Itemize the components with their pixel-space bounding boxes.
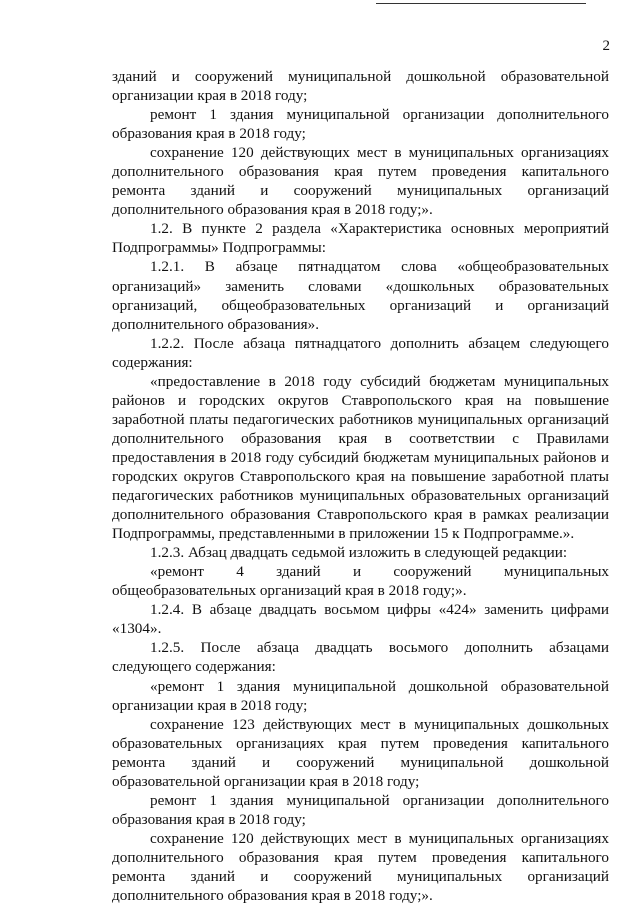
page-number: 2 xyxy=(602,38,610,54)
paragraph: 1.2. В пункте 2 раздела «Характеристика основных мероприятий Подпрограммы» Подпрограммы: xyxy=(112,220,609,257)
top-rule xyxy=(376,3,586,4)
paragraph: сохранение 123 действующих мест в муниципальных дошкольных образовательных организациях края путем проведения капитального ремонта зданий и сооружений муниципальной дошкольной образовательной организации края в 2018 году; xyxy=(112,715,609,790)
paragraph: сохранение 120 действующих мест в муниципальных организациях дополнительного образования края путем проведения капитального ремонта зданий и сооружений муниципальных организаций дополнительного образования края в 2018 году;». xyxy=(112,829,609,905)
paragraph: 1.2.4. В абзаце двадцать восьмом цифры «424» заменить цифрами «1304». xyxy=(112,601,609,638)
paragraph: сохранение 120 действующих мест в муниципальных организациях дополнительного образования края путем проведения капитального ремонта зданий и сооружений муниципальных организаций дополнительного образования края в 2018 году;». xyxy=(112,144,609,219)
paragraph: 1.2.3. Абзац двадцать седьмой изложить в следующей редакции: xyxy=(150,544,568,562)
paragraph: 1.2.1. В абзаце пятнадцатом слова «общеобразовательных организаций» заменить словами «дошкольных образовательных организаций, общеобразовательных организаций и организаций дополнительного образования». xyxy=(112,258,609,333)
paragraph: 1.2.2. После абзаца пятнадцатого дополнить абзацем следующего содержания: xyxy=(112,334,609,371)
document-body xyxy=(112,67,609,905)
paragraph: ремонт 1 здания муниципальной организации дополнительного образования края в 2018 году; xyxy=(112,791,609,828)
paragraph: зданий и сооружений муниципальной дошкольной образовательной организации края в 2018 году; xyxy=(112,68,609,105)
paragraph: «предоставление в 2018 году субсидий бюджетам муниципальных районов и городских округов Ставропольского края на повышение заработной платы педагогических работников муниципальных организаций дополнительного образования края в соответствии с Правилами предоставления в 2018 году субсидий бюджетам муниципальных районов и городских округов Ставропольского края на повышение заработной платы педагогических работников муниципальных образовательных организаций дополнительного образования Ставропольского края в рамках реализации Подпрограммы, представленными в приложении 15 к Подпрограмме.». xyxy=(112,372,609,543)
paragraph: «ремонт 4 зданий и сооружений муниципальных общеобразовательных организаций края в 2018 году;». xyxy=(112,563,609,600)
paragraph: «ремонт 1 здания муниципальной дошкольной образовательной организации края в 2018 году; xyxy=(112,677,609,714)
paragraph: 1.2.5. После абзаца двадцать восьмого дополнить абзацами следующего содержания: xyxy=(112,639,609,676)
paragraph: ремонт 1 здания муниципальной организации дополнительного образования края в 2018 году; xyxy=(112,106,609,143)
